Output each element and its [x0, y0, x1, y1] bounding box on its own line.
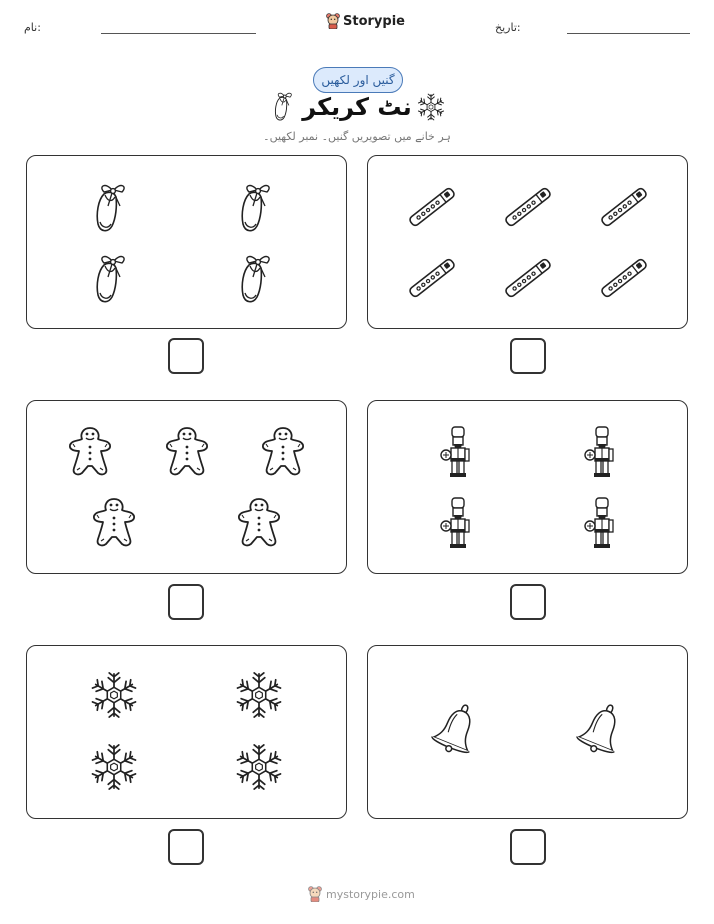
nutcracker-soldier-icon	[438, 425, 478, 479]
ballet-shoe-icon	[271, 90, 295, 122]
flute-icon	[405, 180, 459, 234]
snowflake-icon	[235, 671, 283, 719]
page-subtitle: ہر خانے میں تصویریں گنیں۔ نمبر لکھیں۔	[263, 130, 451, 143]
ballet-shoe-icon	[235, 251, 275, 305]
date-label: تاریخ:	[495, 21, 521, 34]
page-title: نٹ کریکر	[302, 93, 412, 121]
snowflake-icon	[235, 743, 283, 791]
answer-box-flutes[interactable]	[510, 338, 546, 374]
ballet-shoe-icon	[90, 180, 130, 234]
ballet-shoe-icon	[90, 251, 130, 305]
count-panel-ballet-shoes	[26, 155, 347, 329]
answer-box-bells[interactable]	[510, 829, 546, 865]
gingerbread-man-icon	[259, 426, 307, 478]
gingerbread-man-icon	[66, 426, 114, 478]
answer-box-nutcrackers[interactable]	[510, 584, 546, 620]
bell-icon	[430, 699, 480, 759]
count-panel-nutcrackers	[367, 400, 688, 574]
footer	[308, 886, 415, 902]
answer-box-gingerbread[interactable]	[168, 584, 204, 620]
bell-icon	[575, 699, 625, 759]
flute-icon	[597, 251, 651, 305]
bear-mascot-icon	[326, 13, 340, 29]
brand-name: Storypie	[343, 13, 405, 29]
count-panel-bells	[367, 645, 688, 819]
ballet-shoe-icon	[235, 180, 275, 234]
snowflake-icon	[90, 743, 138, 791]
brand-logo	[326, 13, 405, 29]
flute-icon	[597, 180, 651, 234]
date-line[interactable]	[567, 33, 690, 34]
flute-icon	[501, 180, 555, 234]
gingerbread-man-icon	[235, 497, 283, 549]
nutcracker-soldier-icon	[438, 496, 478, 550]
gingerbread-man-icon	[163, 426, 211, 478]
count-panel-gingerbread	[26, 400, 347, 574]
answer-box-snowflakes[interactable]	[168, 829, 204, 865]
snowflake-icon	[90, 671, 138, 719]
name-line[interactable]	[101, 33, 256, 34]
name-label: نام:	[24, 21, 41, 34]
instruction-badge: گنیں اور لکھیں	[313, 67, 403, 93]
snowflake-icon	[417, 93, 445, 121]
nutcracker-soldier-icon	[582, 496, 622, 550]
flute-icon	[501, 251, 555, 305]
answer-box-ballet-shoes[interactable]	[168, 338, 204, 374]
bear-mascot-icon	[308, 886, 322, 902]
flute-icon	[405, 251, 459, 305]
count-panel-snowflakes	[26, 645, 347, 819]
footer-url[interactable]: mystorypie.com	[326, 887, 415, 901]
nutcracker-soldier-icon	[582, 425, 622, 479]
gingerbread-man-icon	[90, 497, 138, 549]
count-panel-flutes	[367, 155, 688, 329]
